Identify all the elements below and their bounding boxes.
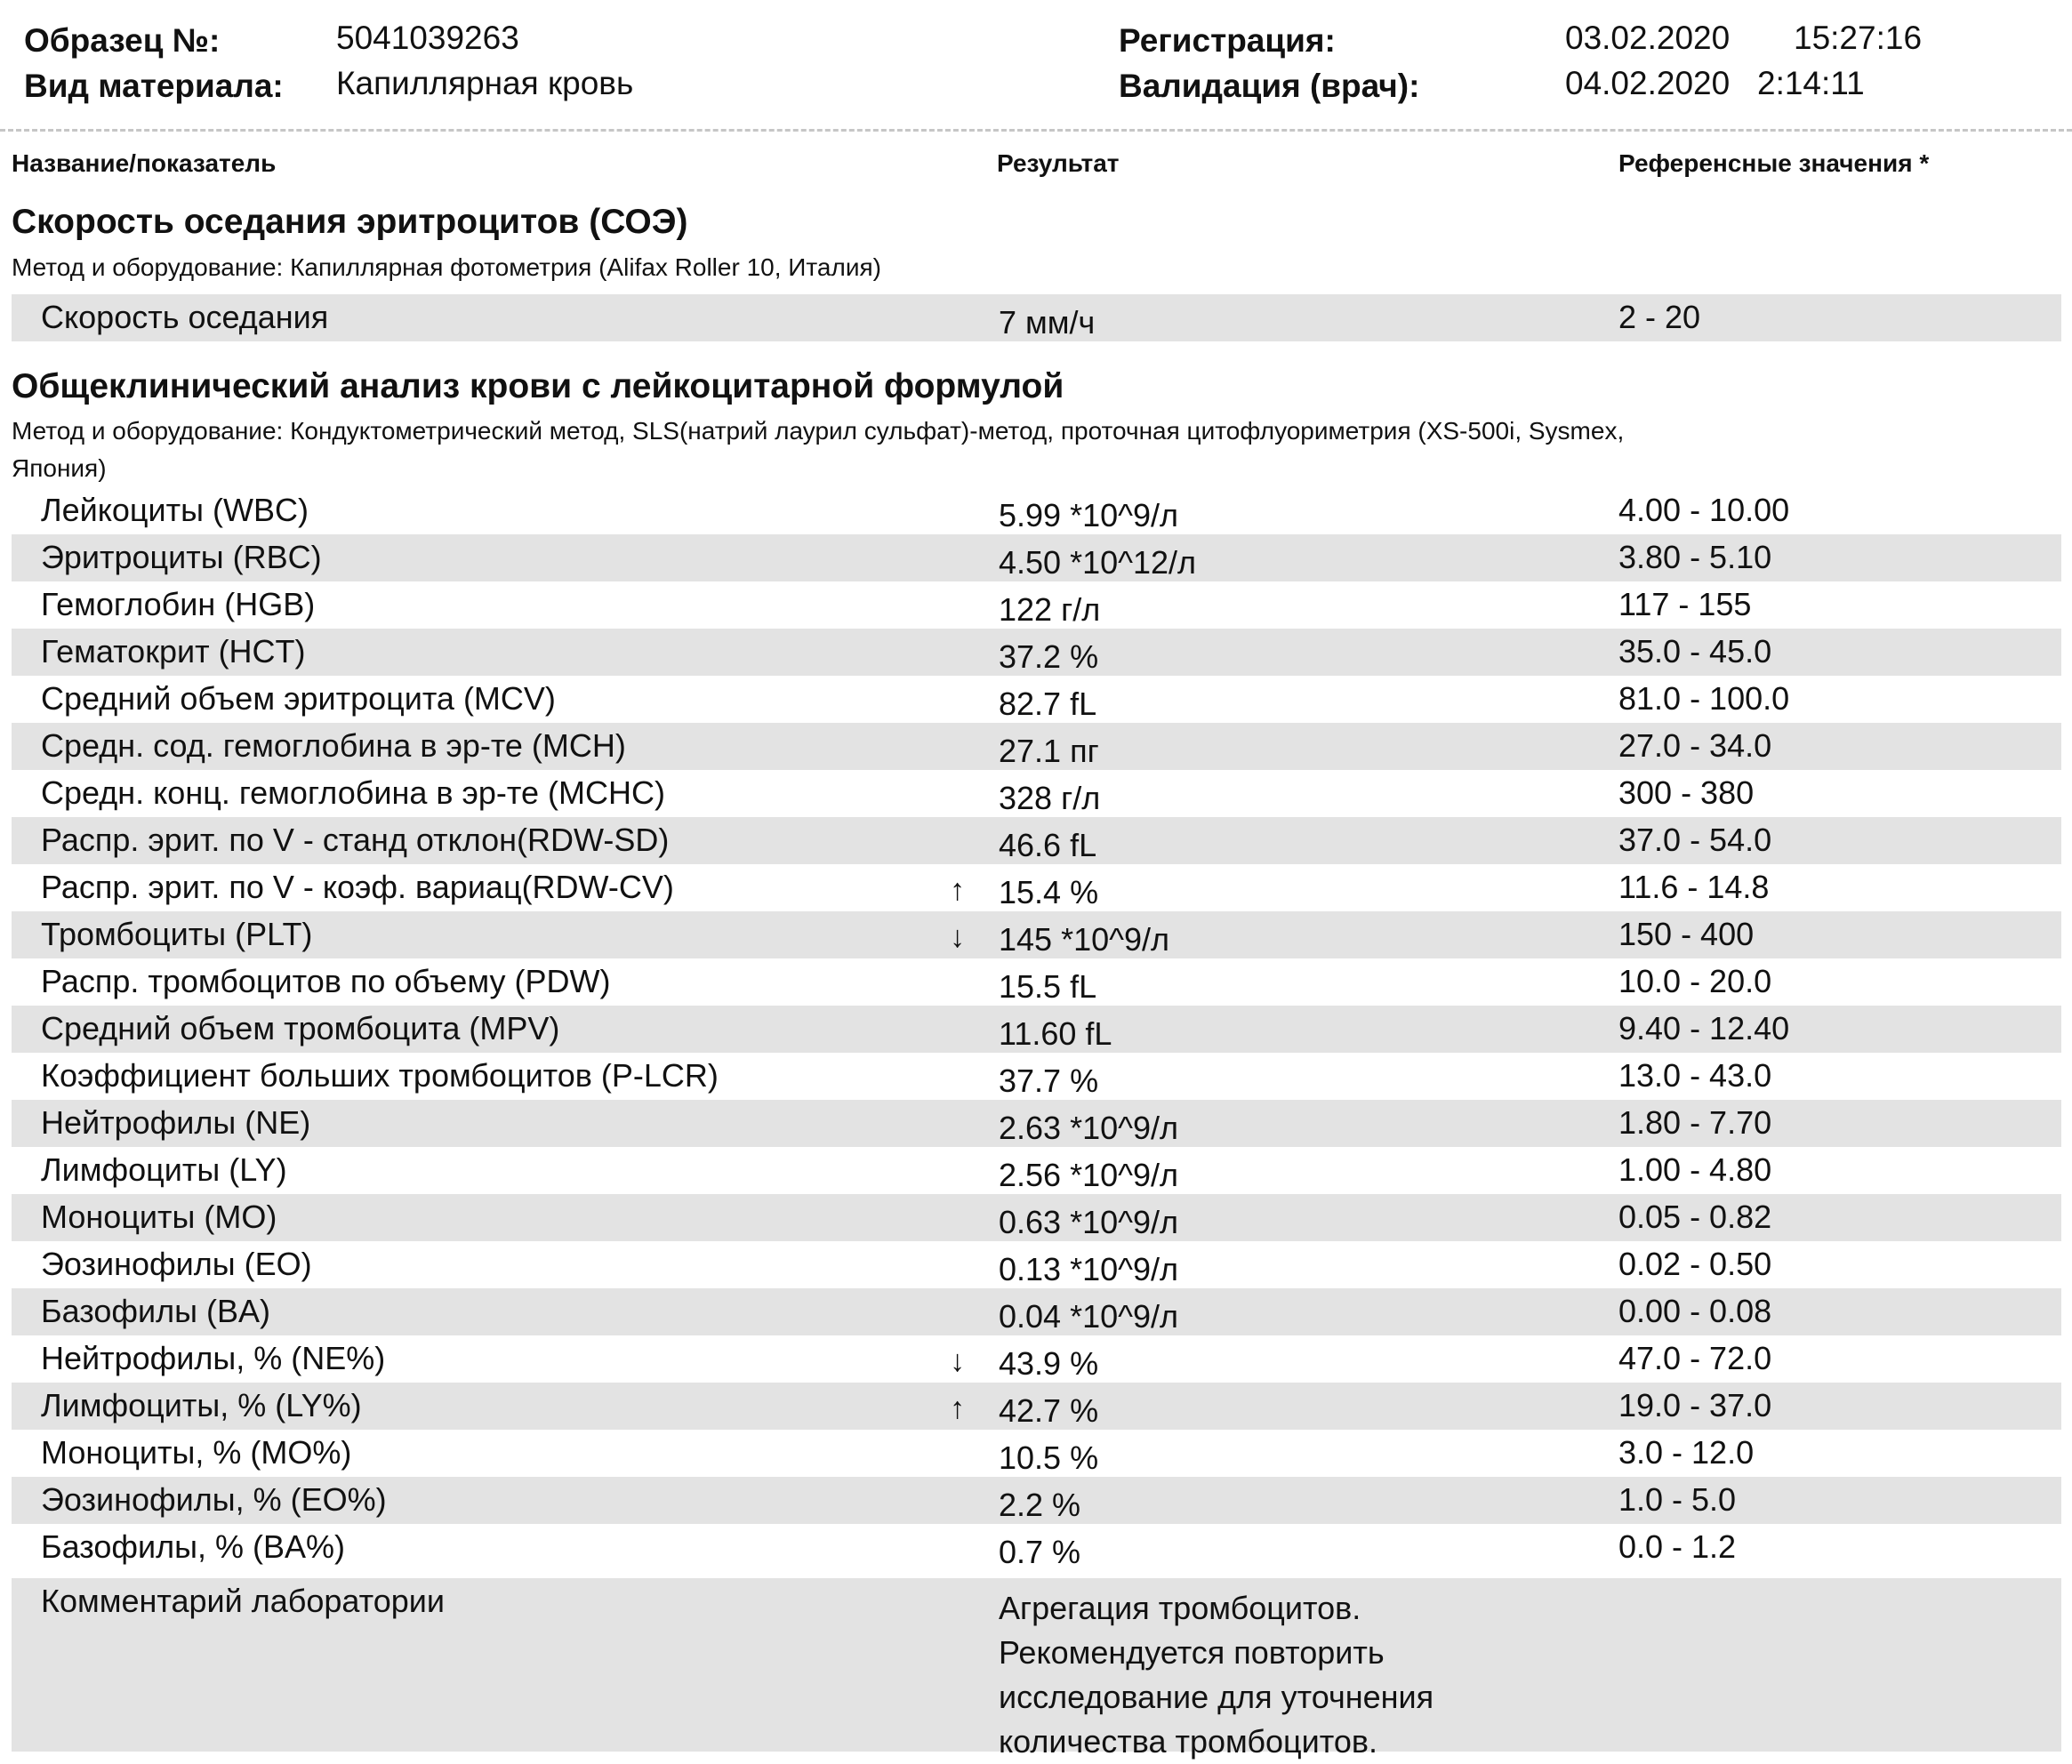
header-separator bbox=[0, 129, 2072, 132]
cbc-method-line-1: Метод и оборудование: Кондуктометрический метод, SLS(натрий лаурил сульфат)-метод, проточная цитофлуориметрия (XS-500i, Sysmex, bbox=[12, 417, 1625, 445]
row-result: 15.4 % bbox=[999, 874, 1099, 910]
table-row bbox=[12, 581, 2061, 629]
arrow-down-icon: ↓ bbox=[950, 920, 965, 954]
table-row bbox=[12, 1147, 2061, 1194]
table-row bbox=[12, 1524, 2061, 1571]
row-reference: 1.0 - 5.0 bbox=[1618, 1481, 1737, 1518]
row-result: 27.1 пг bbox=[999, 733, 1099, 769]
row-reference: 11.6 - 14.8 bbox=[1618, 869, 1770, 905]
table-row bbox=[12, 1383, 2061, 1430]
row-reference: 47.0 - 72.0 bbox=[1618, 1340, 1772, 1376]
row-reference: 150 - 400 bbox=[1618, 916, 1755, 952]
column-header-reference: Референсные значения * bbox=[1618, 149, 1930, 177]
table-row bbox=[12, 911, 2061, 958]
table-row bbox=[12, 817, 2061, 864]
arrow-up-icon: ↑ bbox=[950, 1391, 965, 1425]
lab-comment-line: исследование для уточнения bbox=[999, 1679, 1434, 1715]
row-result: 42.7 % bbox=[999, 1392, 1099, 1429]
row-name: Коэффициент больших тромбоцитов (P-LCR) bbox=[41, 1057, 719, 1094]
row-reference: 19.0 - 37.0 bbox=[1618, 1387, 1772, 1423]
table-row bbox=[12, 1006, 2061, 1053]
table-row bbox=[12, 487, 2061, 534]
row-name: Нейтрофилы, % (NE%) bbox=[41, 1340, 386, 1376]
row-reference: 3.0 - 12.0 bbox=[1618, 1434, 1755, 1471]
row-reference: 1.80 - 7.70 bbox=[1618, 1104, 1772, 1141]
row-result: 0.7 % bbox=[999, 1534, 1081, 1570]
row-name: Базофилы, % (BA%) bbox=[41, 1528, 345, 1565]
row-name: Эозинофилы (EO) bbox=[41, 1246, 312, 1282]
arrow-down-icon: ↓ bbox=[950, 1344, 965, 1378]
lab-comment-line: количества тромбоцитов. bbox=[999, 1723, 1377, 1760]
lab-comment-label: Комментарий лаборатории bbox=[41, 1583, 446, 1619]
row-result: 122 г/л bbox=[999, 591, 1101, 628]
row-name: Нейтрофилы (NE) bbox=[41, 1104, 311, 1141]
row-name: Скорость оседания bbox=[41, 299, 329, 335]
table-row bbox=[12, 1288, 2061, 1335]
sample-number-label: Образец №: bbox=[24, 22, 221, 59]
row-result: 0.63 *10^9/л bbox=[999, 1204, 1179, 1240]
row-reference: 1.00 - 4.80 bbox=[1618, 1151, 1772, 1188]
sample-number-value: 5041039263 bbox=[336, 20, 519, 56]
row-reference: 9.40 - 12.40 bbox=[1618, 1010, 1790, 1046]
row-result: 2.63 *10^9/л bbox=[999, 1110, 1179, 1146]
row-name: Распр. тромбоцитов по объему (PDW) bbox=[41, 963, 611, 999]
table-row bbox=[12, 958, 2061, 1006]
esr-method: Метод и оборудование: Капиллярная фотометрия (Alifax Roller 10, Италия) bbox=[12, 253, 881, 281]
row-name: Эозинофилы, % (EO%) bbox=[41, 1481, 387, 1518]
row-result: 0.04 *10^9/л bbox=[999, 1298, 1179, 1335]
row-name: Лейкоциты (WBC) bbox=[41, 492, 309, 528]
cbc-method-line-2: Япония) bbox=[12, 454, 107, 482]
esr-section-title: Скорость оседания эритроцитов (СОЭ) bbox=[12, 203, 688, 241]
row-reference: 27.0 - 34.0 bbox=[1618, 727, 1772, 764]
row-result: 46.6 fL bbox=[999, 827, 1097, 863]
row-reference: 300 - 380 bbox=[1618, 774, 1755, 811]
row-reference: 13.0 - 43.0 bbox=[1618, 1057, 1772, 1094]
table-row bbox=[12, 1100, 2061, 1147]
row-name: Эритроциты (RBC) bbox=[41, 539, 322, 575]
row-result: 328 г/л bbox=[999, 780, 1101, 816]
lab-comment-row bbox=[12, 1578, 2061, 1760]
table-row bbox=[12, 864, 2061, 911]
column-header-name: Название/показатель bbox=[12, 149, 277, 177]
cbc-section-title: Общеклинический анализ крови с лейкоцитарной формулой bbox=[12, 367, 1064, 405]
row-reference: 81.0 - 100.0 bbox=[1618, 680, 1790, 717]
row-name: Тромбоциты (PLT) bbox=[41, 916, 313, 952]
row-result: 0.13 *10^9/л bbox=[999, 1251, 1179, 1287]
lab-comment-line: Рекомендуется повторить bbox=[999, 1634, 1385, 1671]
row-result: 43.9 % bbox=[999, 1345, 1099, 1382]
row-name: Базофилы (BA) bbox=[41, 1293, 270, 1329]
row-result: 2.2 % bbox=[999, 1487, 1081, 1523]
validation-time: 2:14:11 bbox=[1757, 65, 1865, 101]
lab-comment-text bbox=[999, 1586, 1434, 1764]
row-name: Лимфоциты, % (LY%) bbox=[41, 1387, 362, 1423]
table-row bbox=[12, 1335, 2061, 1383]
row-reference: 0.02 - 0.50 bbox=[1618, 1246, 1772, 1282]
row-reference: 0.0 - 1.2 bbox=[1618, 1528, 1737, 1565]
table-row bbox=[12, 1241, 2061, 1288]
arrow-up-icon: ↑ bbox=[950, 873, 965, 907]
row-result: 11.60 fL bbox=[999, 1015, 1112, 1052]
row-name: Средний объем тромбоцита (MPV) bbox=[41, 1010, 560, 1046]
row-reference: 0.00 - 0.08 bbox=[1618, 1293, 1772, 1329]
registration-label: Регистрация: bbox=[1119, 22, 1336, 59]
table-row bbox=[12, 770, 2061, 817]
row-result: 15.5 fL bbox=[999, 968, 1097, 1005]
row-result: 5.99 *10^9/л bbox=[999, 497, 1179, 533]
material-type-label: Вид материала: bbox=[24, 68, 284, 104]
table-row bbox=[12, 1053, 2061, 1100]
table-row bbox=[12, 723, 2061, 770]
row-name: Средн. сод. гемоглобина в эр-те (MCH) bbox=[41, 727, 626, 764]
row-name: Средн. конц. гемоглобина в эр-те (MCHC) bbox=[41, 774, 665, 811]
row-name: Гемоглобин (HGB) bbox=[41, 586, 316, 622]
validation-label: Валидация (врач): bbox=[1119, 68, 1420, 104]
row-reference: 0.05 - 0.82 bbox=[1618, 1199, 1772, 1235]
table-row bbox=[12, 1194, 2061, 1241]
row-reference: 37.0 - 54.0 bbox=[1618, 822, 1772, 858]
row-name: Моноциты (MO) bbox=[41, 1199, 277, 1235]
row-reference: 10.0 - 20.0 bbox=[1618, 963, 1772, 999]
table-row bbox=[12, 629, 2061, 676]
row-name: Средний объем эритроцита (MCV) bbox=[41, 680, 556, 717]
material-type-value: Капиллярная кровь bbox=[336, 65, 634, 101]
row-name: Лимфоциты (LY) bbox=[41, 1151, 287, 1188]
lab-comment-line: Агрегация тромбоцитов. bbox=[999, 1590, 1361, 1626]
row-name: Распр. эрит. по V - станд отклон(RDW-SD) bbox=[41, 822, 670, 858]
table-row bbox=[12, 1477, 2061, 1524]
table-row bbox=[12, 534, 2061, 581]
row-result: 37.7 % bbox=[999, 1062, 1099, 1099]
registration-date: 03.02.2020 bbox=[1565, 20, 1731, 56]
table-row bbox=[12, 294, 2061, 341]
column-header-result: Результат bbox=[997, 149, 1120, 177]
row-result: 10.5 % bbox=[999, 1439, 1099, 1476]
row-name: Гематокрит (HCT) bbox=[41, 633, 306, 670]
row-result: 4.50 *10^12/л bbox=[999, 544, 1197, 581]
row-reference: 4.00 - 10.00 bbox=[1618, 492, 1790, 528]
row-result: 82.7 fL bbox=[999, 686, 1097, 722]
row-reference: 35.0 - 45.0 bbox=[1618, 633, 1772, 670]
row-name: Распр. эрит. по V - коэф. вариац(RDW-CV) bbox=[41, 869, 674, 905]
row-name: Моноциты, % (MO%) bbox=[41, 1434, 352, 1471]
row-result: 145 *10^9/л bbox=[999, 921, 1170, 958]
table-row bbox=[12, 676, 2061, 723]
row-result: 2.56 *10^9/л bbox=[999, 1157, 1179, 1193]
validation-date: 04.02.2020 bbox=[1565, 65, 1731, 101]
table-row bbox=[12, 1430, 2061, 1477]
row-reference: 117 - 155 bbox=[1618, 586, 1752, 622]
row-result: 7 мм/ч bbox=[999, 304, 1096, 341]
row-reference: 3.80 - 5.10 bbox=[1618, 539, 1772, 575]
row-result: 37.2 % bbox=[999, 638, 1099, 675]
row-reference: 2 - 20 bbox=[1618, 299, 1701, 335]
registration-time: 15:27:16 bbox=[1794, 20, 1923, 56]
